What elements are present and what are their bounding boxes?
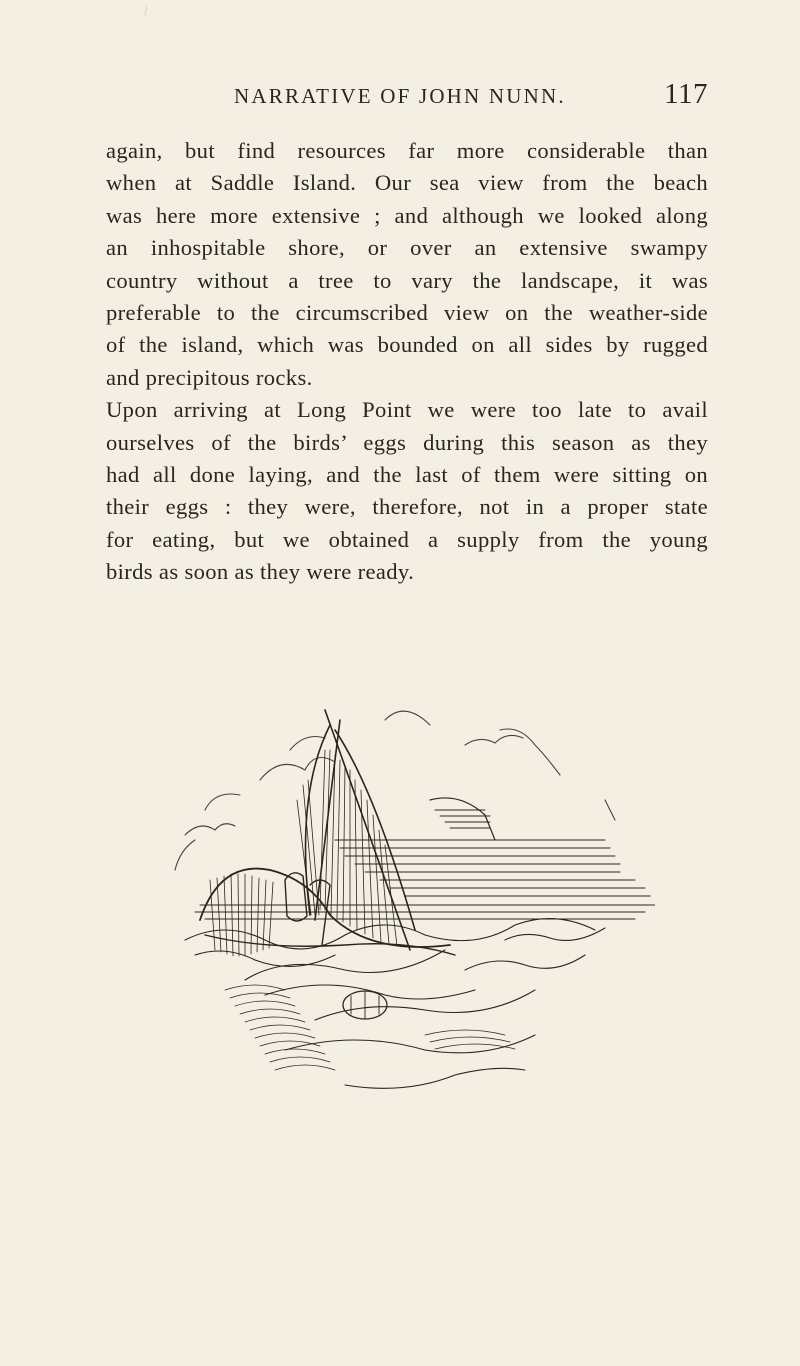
text-line: an inhospitable shore, or over an extensive swampy: [106, 235, 708, 261]
shipwreck-vignette-icon: [165, 690, 655, 1110]
text-line: birds as soon as they were ready.: [106, 559, 415, 585]
text-line: for eating, but we obtained a supply from the young: [106, 526, 708, 552]
text-line: when at Saddle Island. Our sea view from the beach: [106, 170, 708, 196]
text-line: Upon arriving at Long Point we were too late to avail: [106, 397, 708, 423]
text-line: of the island, which was bounded on all sides by rugged: [106, 332, 708, 358]
text-line: ourselves of the birds’ eggs during this season as they: [106, 429, 708, 455]
running-head: NARRATIVE OF JOHN NUNN.: [234, 84, 566, 108]
text-line: was here more extensive ; and although we looked along: [106, 202, 708, 228]
text-line: had all done laying, and the last of them were sitting on: [106, 461, 708, 487]
text-line: their eggs : they were, therefore, not in a proper state: [106, 494, 708, 520]
text-line: preferable to the circumscribed view on the weather-side: [106, 299, 708, 325]
paper-blemish-icon: [143, 5, 149, 17]
page-header: [106, 78, 708, 114]
text-line: country without a tree to vary the landscape, it was: [106, 267, 708, 293]
text-line: again, but find resources far more considerable than: [106, 138, 708, 163]
page-number: 117: [664, 78, 708, 110]
body-text: [106, 135, 708, 588]
text-line: and precipitous rocks.: [106, 364, 313, 390]
